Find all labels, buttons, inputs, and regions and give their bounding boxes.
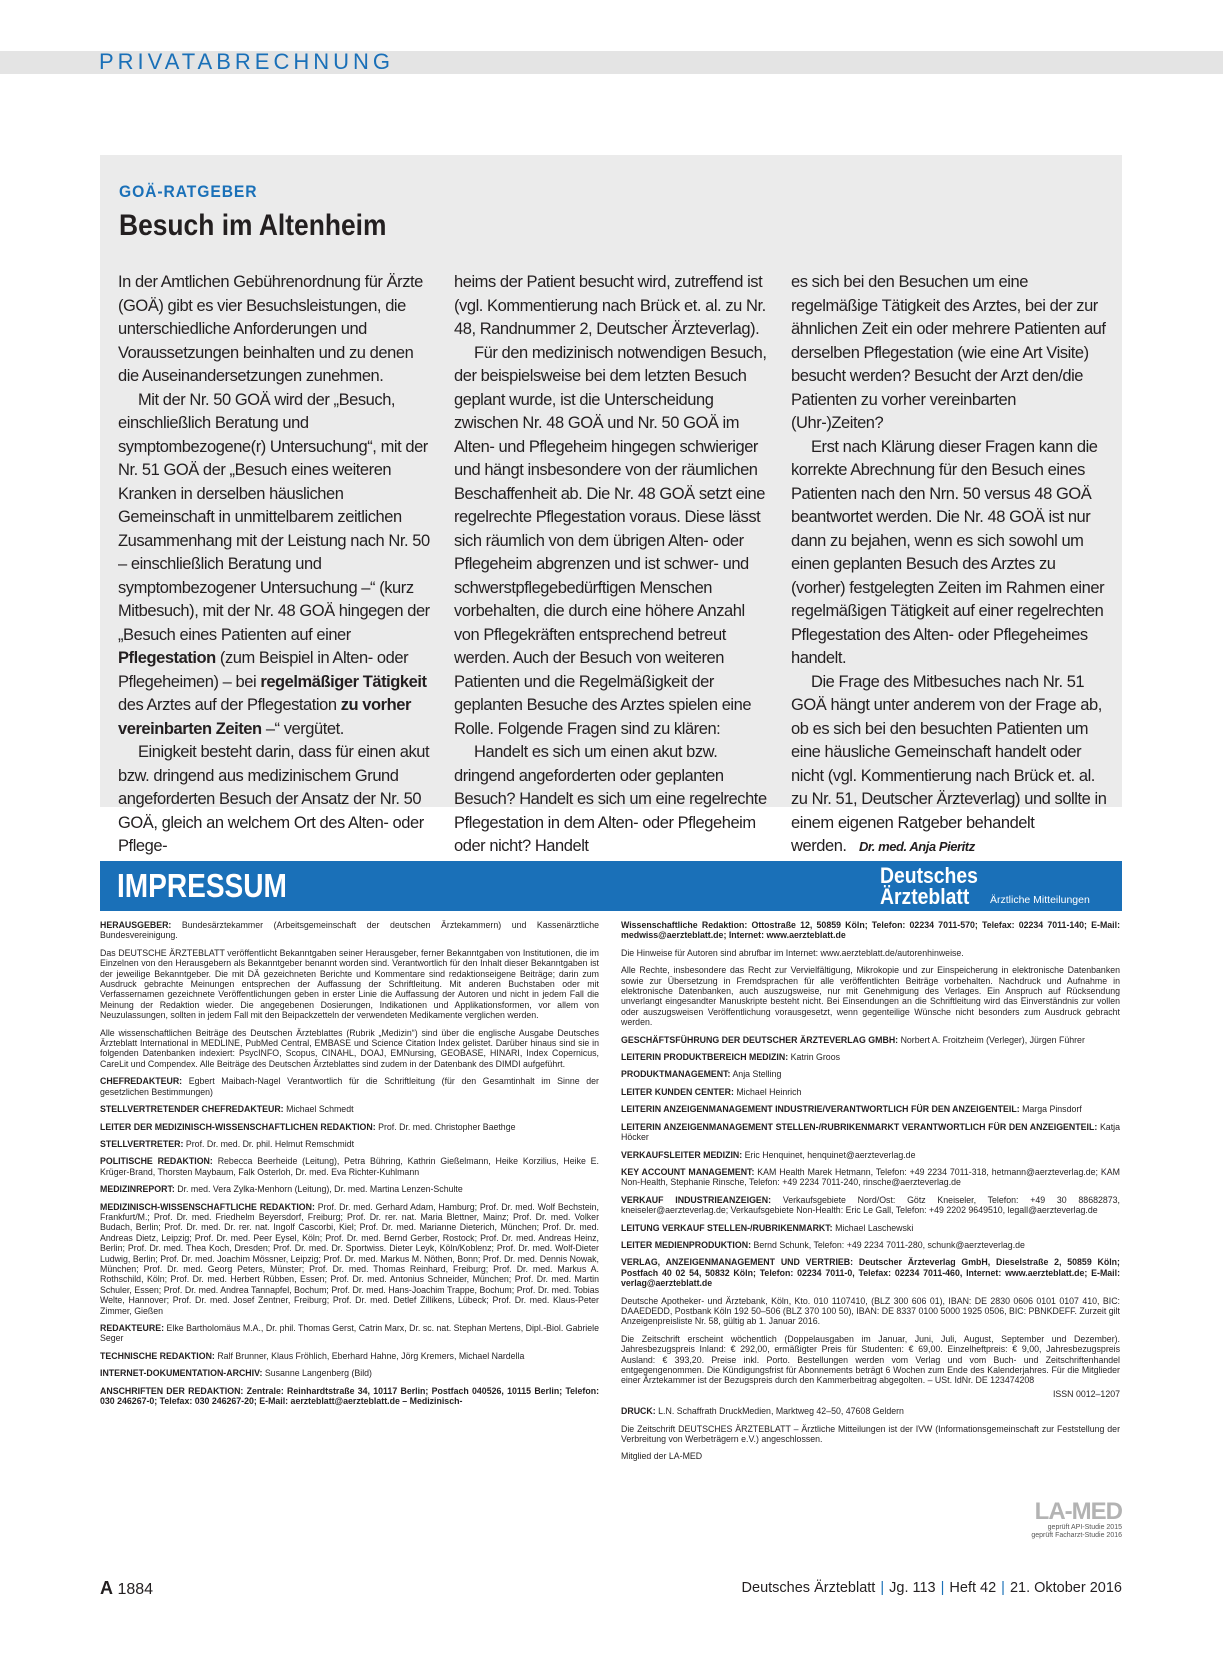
article-title: Besuch im Altenheim <box>119 209 387 242</box>
impressum-entry: Das DEUTSCHE ÄRZTEBLATT veröffentlicht Bekanntgaben seiner Herausgeber, ferner Bekanntgaben von Institutionen, die im Einzelnen von den Herausgebern als Bekanntgeber benannt worden sind. Verantwortlich für den Inhalt dieser Bekanntgaben ist der jeweilige Bekanntgeber. Die mit DÄ gezeichneten Berichte und Kommentare sind redaktionseigene Beiträge; darin zum Ausdruck gebrachte Meinungen entsprechen der Auffassung der Schriftleitung. Mit anderen Buchstaben oder mit Verfassernamen gezeichnete Veröffentlichungen geben in erster Linie die Auffassung der Autoren und nicht in jedem Fall die Meinung der Redaktion wieder. Die angegebenen Dosierungen, Indikationen und Applikationsformen, vor allem von Neuzulassungen, sollten in jedem Fall mit den Beipackzetteln der verwendeten Medikamente verglichen werden. <box>100 947 599 1021</box>
impressum-entry: LEITUNG VERKAUF STELLEN-/RUBRIKENMARKT: Michael Laschewski <box>621 1222 914 1233</box>
impressum-entry: LEITER DER MEDIZINISCH-WISSENSCHAFTLICHEN REDAKTION: Prof. Dr. med. Christopher Baethge <box>100 1121 516 1132</box>
article-paragraph: In der Amtlichen Gebührenordnung für Ärzte (GOÄ) gibt es vier Besuchsleistungen, die unterschiedliche Anforderungen und Voraussetzungen beinhalten und zu denen die Auseinandersetzungen zunehmen. <box>118 273 423 385</box>
lamed-caption: geprüft API-Studie 2015 <box>1047 1524 1122 1531</box>
impressum-bar <box>100 861 1122 911</box>
impressum-entry: INTERNET-DOKUMENTATION-ARCHIV: Susanne Langenberg (Bild) <box>100 1368 372 1379</box>
impressum-entry: CHEFREDAKTEUR: Egbert Maibach-Nagel Verantwortlich für die Schriftleitung (für den Gesamtinhalt im Sinne der gesetzlichen Bestimmungen) <box>100 1076 599 1097</box>
article-kicker: GOÄ-RATGEBER <box>119 182 258 201</box>
article-paragraph: es sich bei den Besuchen um eine regelmäßige Tätigkeit des Arztes, bei der zur ähnlichen Zeit ein oder mehrere Patienten auf derselben Pflegestation (wie eine Art Visite) besucht werden? Besucht der Arzt den/die Patienten zu vorher vereinbarten (Uhr-)Zeiten? <box>791 273 1106 432</box>
impressum-entry: Die Zeitschrift DEUTSCHES ÄRZTEBLATT – Ärztliche Mitteilungen ist der IVW (Informationsgemeinschaft zur Feststellung der Verbreitung von Werbeträgern e.V.) angeschlossen. <box>621 1423 1120 1445</box>
impressum-entry: Die Hinweise für Autoren sind abrufbar im Internet: www.aerzteblatt.de/autorenhinweise. <box>621 947 964 958</box>
journal-logo-subtitle: Ärztliche Mitteilungen <box>990 894 1090 906</box>
article-paragraph: Mit der Nr. 50 GOÄ wird der „Besuch, einschließlich Beratung und symptombezogene(r) Untersuchung“, mit der Nr. 51 GOÄ der „Besuch eines weiteren Kranken in derselben häuslichen Gemeinschaft in unmittelbarem zeitlichen Zusammenhang mit der Leistung nach Nr. 50 – einschließlich Beratung und symptombezogener Untersuchung –“ (kurz Mitbesuch), mit der Nr. 48 GOÄ hingegen der „Besuch eines Patienten auf einer Pflegestation (zum Beispiel in Alten- oder Pflegeheimen) – bei regelmäßiger Tätigkeit des Arztes auf der Pflegestation zu vorher vereinbarten Zeiten –“ vergütet. <box>118 390 430 738</box>
impressum-entry: TECHNISCHE REDAKTION: Ralf Brunner, Klaus Fröhlich, Eberhard Hahne, Jörg Kremers, Michael Nardella <box>100 1350 525 1361</box>
impressum-entry: GESCHÄFTSFÜHRUNG DER DEUTSCHER ÄRZTEVERLAG GMBH: Norbert A. Froitzheim (Verleger), Jürgen Führer <box>621 1034 1085 1045</box>
article-paragraph: heims der Patient besucht wird, zutreffend ist (vgl. Kommentierung nach Brück et. al. zu Nr. 48, Randnummer 2, Deutscher Ärzteverlag). <box>454 273 766 338</box>
article-paragraph: Für den medizinisch notwendigen Besuch, der beispielsweise bei dem letzten Besuch geplant wurde, ist die Unterscheidung zwischen Nr. 48 GOÄ und Nr. 50 GOÄ im Alten- und Pflegeheim hingegen schwieriger und hängt insbesondere von der räumlichen Beschaffenheit ab. Die Nr. 48 GOÄ setzt eine regelrechte Pflegestation voraus. Diese lässt sich räumlich von dem übrigen Alten- oder Pflegeheim abgrenzen und ist schwer- und schwerstpflegebedürftigen Menschen vorbehalten, die durch eine höhere Anzahl von Pflegekräften entsprechend betreut werden. Auch der Besuch von weiteren Patienten und die Regelmäßigkeit der geplanten Besuche des Arztes spielen eine Rolle. Folgende Fragen sind zu klären: <box>454 343 767 738</box>
article-paragraph: Erst nach Klärung dieser Fragen kann die korrekte Abrechnung für den Besuch eines Patienten nach den Nrn. 50 versus 48 GOÄ beantwortet werden. Die Nr. 48 GOÄ ist nur dann zu bejahen, wenn es sich sowohl um einen geplanten Besuch des Arztes zu (vorher) festgelegten Zeiten im Rahmen einer regelmäßigen Tätigkeit auf einer regelrechten Pflegestation des Alten- oder Pflegeheimes handelt. <box>791 437 1105 667</box>
impressum-entry: LEITER KUNDEN CENTER: Michael Heinrich <box>621 1086 802 1097</box>
lamed-seal <box>1010 1500 1122 1540</box>
impressum-right-column <box>621 920 1120 1469</box>
impressum-entry: VERLAG, ANZEIGENMANAGEMENT UND VERTRIEB: Deutscher Ärzteverlag GmbH, Dieselstraße 2, 50859 Köln; Postfach 40 02 54, 50832 Köln; Telefon: 02234 7011-0, Telefax: 02234 7011-460, Internet: www.aerzteblatt.de; E-Mail: verlag@aerzteblatt.de <box>621 1257 1120 1289</box>
journal-logo-line1: Deutsches <box>880 863 978 888</box>
impressum-entry: Deutsche Apotheker- und Ärztebank, Köln, Kto. 010 1107410, (BLZ 300 606 01), IBAN: DE 2830 0606 0101 0107 410, BIC: DAAEDEDD, Postbank Köln 192 50–506 (BLZ 370 100 50), IBAN: DE 8337 0100 5000 1925 0506, BIC: PBNKDEFF. Zurzeit gilt Anzeigenpreisliste Nr. 58, gültig ab 1. Januar 2016. <box>621 1295 1120 1327</box>
impressum-entry: MEDIZINISCH-WISSENSCHAFTLICHE REDAKTION: Prof. Dr. med. Gerhard Adam, Hamburg; Prof. Dr. med. Wolf Bechstein, Frankfurt/M.; Prof. Dr. med. Friedhelm Beyersdorf, Freiburg; Prof. Dr. rer. nat. Maria Blettner, Mainz; Prof. Dr. med. Volker Budach, Berlin; Prof. Dr. med. Dr. rer. nat. Ingolf Cascorbi, Kiel; Prof. Dr. med. Marianne Dieterich, München; Prof. Dr. med. Andreas Dietz, Leipzig; Prof. Dr. med. Peer Eysel, Köln; Prof. Dr. med. Bernd Gerber, Rostock; Prof. Dr. med. Andreas Heinz, Berlin; Prof. Dr. med. Thea Koch, Dresden; Prof. Dr. med. Dr. Sportwiss. Dieter Leyk, Köln/Koblenz; Prof. Dr. med. Wolf-Dieter Ludwig, Berlin; Prof. Dr. med. Joachim Mössner, Leipzig; Prof. Dr. med. Markus M. Nöthen, Bonn; Prof. Dr. med. Dennis Nowak, München; Prof. Dr. med. Georg Peters, Münster; Prof. Dr. med. Thomas Reinhard, Freiburg; Prof. Dr. med. Markus A. Rothschild, Köln; Prof. Dr. med. Herbert Rübben, Essen; Prof. Dr. med. Antonius Schneider, München; Prof. Dr. med. Martin Schuler, Essen; Prof. Dr. med. Andrea Tannapfel, Bochum; Prof. Dr. med. Hans-Joachim Trappe, Bochum; Prof. Dr. med. Tobias Welte, Hannover; Prof. Dr. med. Josef Zentner, Freiburg; Prof. Dr. med. Detlef Zillikens, Lübeck; Prof. Dr. med. Klaus-Peter Zimmer, Gießen <box>100 1201 599 1316</box>
article-column-2 <box>454 271 772 859</box>
impressum-entry: POLITISCHE REDAKTION: Rebecca Beerheide (Leitung), Petra Bühring, Kathrin Gießelmann, Heike Korzilius, Heike E. Krüger-Brand, Thorsten Maybaum, Falk Osterloh, Dr. med. Eva Richter-Kuhlmann <box>100 1156 599 1177</box>
article-column-3 <box>791 271 1109 859</box>
impressum-entry: DRUCK: L.N. Schaffrath DruckMedien, Marktweg 42–50, 47608 Geldern <box>621 1406 904 1417</box>
impressum-entry: LEITER MEDIENPRODUKTION: Bernd Schunk, Telefon: +49 2234 7011-280, schunk@aerzteverlag.de <box>621 1239 1025 1250</box>
impressum-entry: Wissenschaftliche Redaktion: Ottostraße 12, 50859 Köln; Telefon: 02234 7011-570; Telefax: 02234 7011-140; E-Mail: medwiss@aerzteblatt.de; Internet: www.aerzteblatt.de <box>621 920 1120 941</box>
impressum-entry: STELLVERTRETENDER CHEFREDAKTEUR: Michael Schmedt <box>100 1104 354 1115</box>
page-number: A 1884 <box>100 1578 154 1598</box>
issn: ISSN 0012–1207 <box>1052 1388 1120 1399</box>
impressum-entry: LEITERIN ANZEIGENMANAGEMENT STELLEN-/RUBRIKENMARKT VERANTWORTLICH FÜR DEN ANZEIGENTEIL: Katja Höcker <box>621 1121 1120 1143</box>
impressum-entry: HERAUSGEBER: Bundesärztekammer (Arbeitsgemeinschaft der deutschen Ärztekammern) und Kassenärztliche Bundesvereinigung. <box>100 920 599 941</box>
impressum-title: IMPRESSUM <box>117 867 287 904</box>
article-column-1 <box>118 271 436 859</box>
journal-logo-line2: Ärzteblatt <box>880 884 970 909</box>
impressum-entry: LEITERIN PRODUKTBEREICH MEDIZIN: Katrin Groos <box>621 1052 840 1063</box>
impressum-entry: Mitglied der LA-MED <box>621 1451 703 1462</box>
impressum-entry: KEY ACCOUNT MANAGEMENT: KAM Health Marek Hetmann, Telefon: +49 2234 7011-318, hetmann@aerzteverlag.de; KAM Non-Health, Stephanie Rinsche, Telefon: +49 2234 7011-240, rinsche@aerzteverlag.de <box>621 1166 1120 1188</box>
impressum-entry: MEDIZINREPORT: Dr. med. Vera Zylka-Menhorn (Leitung), Dr. med. Martina Lenzen-Schulte <box>100 1184 463 1195</box>
lamed-caption: geprüft Facharzt-Studie 2016 <box>1031 1532 1122 1539</box>
footer-citation: Deutsches Ärzteblatt | Jg. 113 | Heft 42 | 21. Oktober 2016 <box>741 1580 1122 1596</box>
article-paragraph: Handelt es sich um einen akut bzw. dringend angeforderten oder geplanten Besuch? Handelt es sich um eine regelrechte Pflegestation in dem Alten- oder Pflegeheim oder nicht? Handelt <box>454 743 767 855</box>
article-author: Dr. med. Anja Pieritz <box>858 839 975 854</box>
impressum-entry: REDAKTEURE: Elke Bartholomäus M.A., Dr. phil. Thomas Gerst, Catrin Marx, Dr. sc. nat. Stephan Mertens, Dipl.-Biol. Gabriele Seger <box>100 1323 599 1344</box>
impressum-entry: VERKAUF INDUSTRIEANZEIGEN: Verkaufsgebiete Nord/Ost: Götz Kneiseler, Telefon: +49 30 88682873, kneiseler@aerzteverlag.de; Verkaufsgebiete Non-Health: Eric Le Gall, Telefon: +49 2202 9649510, legall@aerzteverlag.de <box>621 1194 1120 1216</box>
section-label: PRIVATABRECHNUNG <box>99 49 395 74</box>
impressum-entry: Alle Rechte, insbesondere das Recht zur Vervielfältigung, Mikrokopie und zur Einspeicherung in elektronische Datenbanken sowie zur Übersetzung in Fremdsprachen für alle veröffentlichten Beiträge vorbehalten. Nachdruck und Aufnahme in elektronische Datenbanken, auch auszugsweise, nur mit Genehmigung des Verlages. Ein Anspruch auf Rücksendung unverlangt eingesandter Manuskripte besteht nicht. Bei Einsendungen an die Schriftleitung wird das Einverständnis zur vollen oder auszugsweisen Veröffentlichung vorausgesetzt, wenn gegenteilige Wünsche nicht besonders zum Ausdruck gebracht werden. <box>621 965 1120 1028</box>
impressum-entry: STELLVERTRETER: Prof. Dr. med. Dr. phil. Helmut Remschmidt <box>100 1138 355 1149</box>
lamed-logo: LA-MED <box>1034 1498 1122 1525</box>
impressum-entry: VERKAUFSLEITER MEDIZIN: Eric Henquinet, henquinet@aerzteverlag.de <box>621 1149 916 1160</box>
article-paragraph: Einigkeit besteht darin, dass für einen akut bzw. dringend aus medizinischem Grund angeforderten Besuch der Ansatz der Nr. 50 GOÄ, gleich an welchem Ort des Alten- oder Pflege- <box>118 743 430 855</box>
impressum-entry: Alle wissenschaftlichen Beiträge des Deutschen Ärzteblattes (Rubrik „Medizin“) sind über die englische Ausgabe Deutsches Ärzteblatt International in MEDLINE, PubMed Central, EMBASE und Science Citation Index gelistet. Darüber hinaus sind sie in folgenden Datenbanken indexiert: PsycINFO, Scopus, CINAHL, DOAJ, EMNursing, GEOBASE, HINARI, Index Copernicus, CareLit und Compendex. Alle Beiträge des Deutschen Ärzteblattes sind zudem in der Datenbank des DIMDI aufgeführt. <box>100 1027 599 1069</box>
article-paragraph: Die Frage des Mitbesuches nach Nr. 51 GOÄ hängt unter anderem von der Frage ab, ob es sich bei den besuchten Patienten um eine häusliche Gemeinschaft handelt oder nicht (vgl. Kommentierung nach Brück et. al. zu Nr. 51, Deutscher Ärzteverlag) und sollte in einem eigenen Ratgeber behandelt werden. Dr. med. Anja Pieritz <box>791 672 1107 855</box>
impressum-entry: ANSCHRIFTEN DER REDAKTION: Zentrale: Reinhardtstraße 34, 10117 Berlin; Postfach 040526, 10115 Berlin; Telefon: 030 246267-0; Telefax: 030 246267-20; E-Mail: aerzteblatt@aerzteblatt.de – Medizinisch- <box>100 1385 599 1407</box>
article-box <box>100 155 1122 855</box>
impressum-entry: Die Zeitschrift erscheint wöchentlich (Doppelausgaben im Januar, Juni, Juli, August, September und Dezember). Jahresbezugspreis Inland: € 292,00, ermäßigter Preis für Studenten: € 69,00. Einzelheftpreis: € 9,00, Jahresbezugspreis Ausland: € 393,20. Preise inkl. Porto. Bestellungen werden vom Verlag und vom Buch- und Zeitschriftenhandel entgegengenommen. Die Kündigungsfrist für Abonnements beträgt 6 Wochen zum Ende des Kalenderjahres. Für die Mitglieder einer Ärztekammer ist der Bezugspreis durch den Kammerbeitrag abgegolten. – USt. IdNr. DE 123474208 <box>621 1333 1120 1386</box>
impressum-entry: PRODUKTMANAGEMENT: Anja Stelling <box>621 1069 782 1080</box>
impressum-left-column <box>100 920 599 1413</box>
impressum-entry: LEITERIN ANZEIGENMANAGEMENT INDUSTRIE/VERANTWORTLICH FÜR DEN ANZEIGENTEIL: Marga Pinsdorf <box>621 1104 1082 1115</box>
